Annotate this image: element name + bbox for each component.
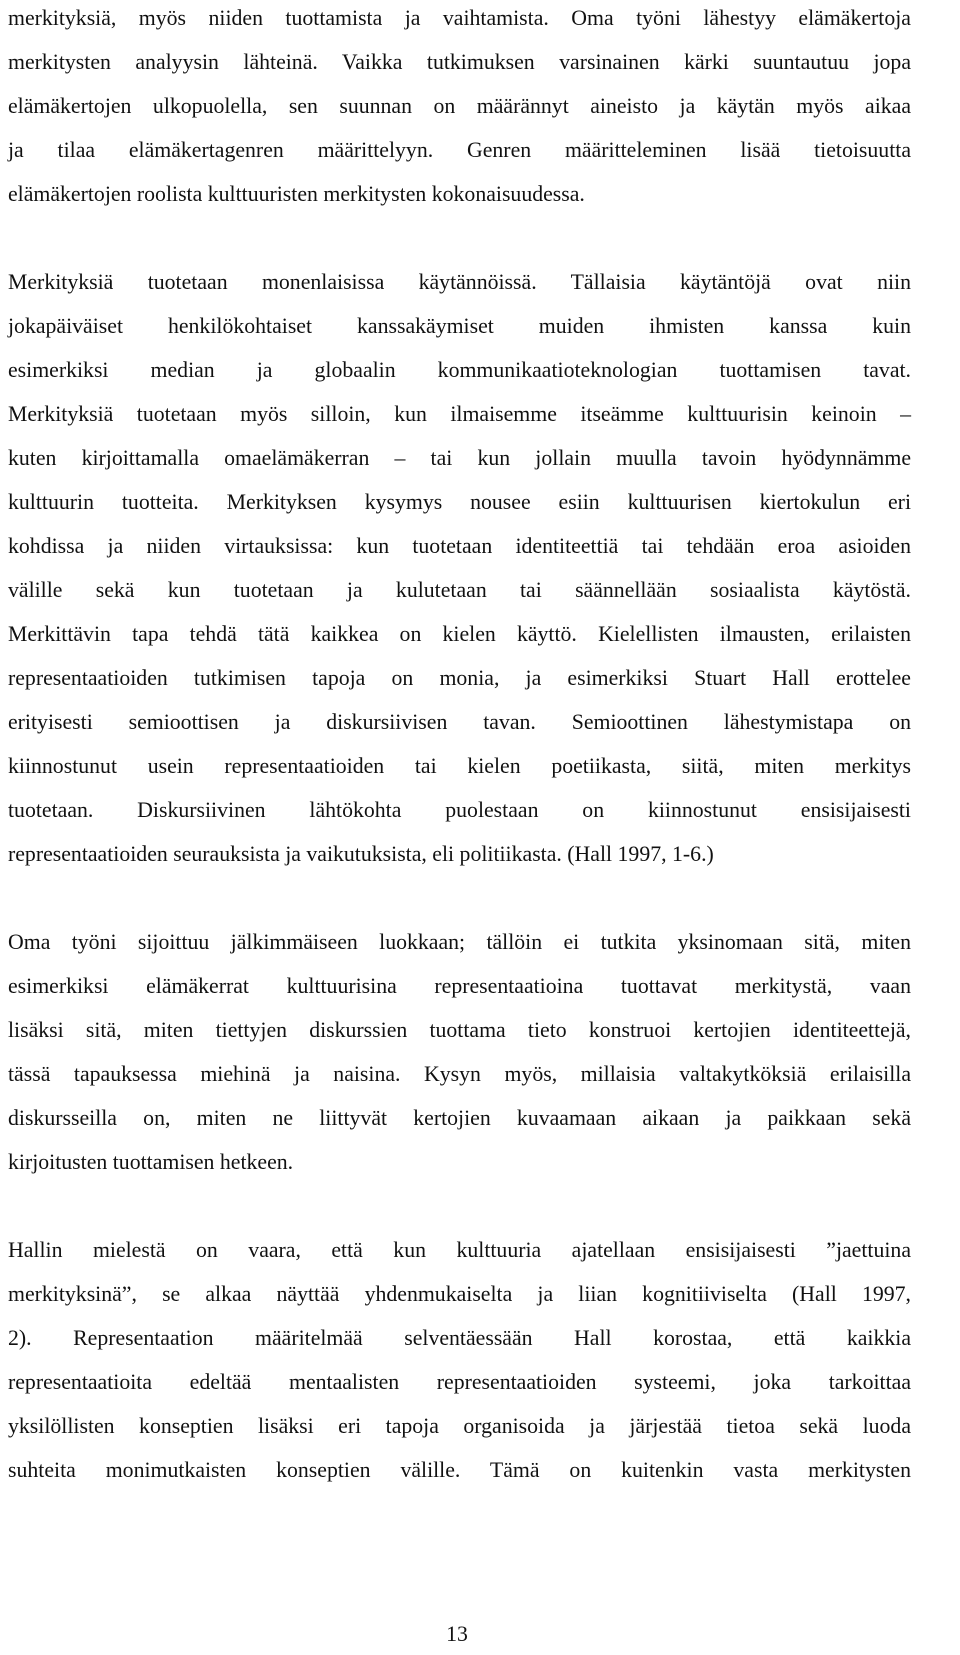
text-line: suhteita monimutkaisten konseptien välille. Tämä on kuitenkin vasta merkitysten (8, 1458, 911, 1482)
text-line: esimerkiksi median ja globaalin kommunikaatioteknologian tuottamisen tavat. (8, 358, 911, 382)
text-line: Merkittävin tapa tehdä tätä kaikkea on kielen käyttö. Kielellisten ilmausten, erilaisten (8, 622, 911, 646)
text-line: elämäkertojen roolista kulttuuristen merkitysten kokonaisuudessa. (8, 182, 585, 206)
text-line: merkityksinä”, se alkaa näyttää yhdenmukaiselta ja liian kognitiiviselta (Hall 1997, (8, 1282, 911, 1306)
text-line: Oma työni sijoittuu jälkimmäiseen luokkaan; tällöin ei tutkita yksinomaan sitä, miten (8, 930, 911, 954)
text-line: Merkityksiä tuotetaan monenlaisissa käytännöissä. Tällaisia käytäntöjä ovat niin (8, 270, 911, 294)
text-line: jokapäiväiset henkilökohtaiset kanssakäymiset muiden ihmisten kanssa kuin (8, 314, 911, 338)
text-line: lisäksi sitä, miten tiettyjen diskurssien tuottama tieto konstruoi kertojien identiteettejä, (8, 1018, 911, 1042)
text-line: kiinnostunut usein representaatioiden tai kielen poetiikasta, siitä, miten merkitys (8, 754, 911, 778)
text-line: kirjoitusten tuottamisen hetkeen. (8, 1150, 294, 1174)
text-line: kulttuurin tuotteita. Merkityksen kysymys nousee esiin kulttuurisen kiertokulun eri (8, 490, 911, 514)
text-line: välille sekä kun tuotetaan ja kulutetaan tai säännellään sosiaalista käytöstä. (8, 578, 911, 602)
text-line: elämäkertojen ulkopuolella, sen suunnan on määrännyt aineisto ja käytän myös aikaa (8, 94, 911, 118)
text-line: tuotetaan. Diskursiivinen lähtökohta puolestaan on kiinnostunut ensisijaisesti (8, 798, 911, 822)
text-line: diskursseilla on, miten ne liittyvät kertojien kuvaamaan aikaan ja paikkaan sekä (8, 1106, 911, 1130)
text-line: esimerkiksi elämäkerrat kulttuurisina representaatioina tuottavat merkitystä, vaan (8, 974, 911, 998)
text-line: ja tilaa elämäkertagenren määrittelyyn. Genren määritteleminen lisää tietoisuutta (8, 138, 911, 162)
text-line: kohdissa ja niiden virtauksissa: kun tuotetaan identiteettiä tai tehdään eroa asioiden (8, 534, 911, 558)
text-line: representaatioita edeltää mentaalisten representaatioiden systeemi, joka tarkoittaa (8, 1370, 911, 1394)
text-line: yksilöllisten konseptien lisäksi eri tapoja organisoida ja järjestää tietoa sekä luoda (8, 1414, 911, 1438)
page-number: 13 (446, 1622, 468, 1646)
text-line: representaatioiden seurauksista ja vaikutuksista, eli politiikasta. (Hall 1997, 1-6.) (8, 842, 714, 866)
text-line: merkitysten analyysin lähteinä. Vaikka tutkimuksen varsinainen kärki suuntautuu jopa (8, 50, 911, 74)
text-line: merkityksiä, myös niiden tuottamista ja vaihtamista. Oma työni lähestyy elämäkertoja (8, 6, 911, 30)
text-line: 2). Representaation määritelmää selventäessään Hall korostaa, että kaikkia (8, 1326, 911, 1350)
text-line: Hallin mielestä on vaara, että kun kulttuuria ajatellaan ensisijaisesti ”jaettuina (8, 1238, 911, 1262)
text-line: erityisesti semioottisen ja diskursiivisen tavan. Semioottinen lähestymistapa on (8, 710, 911, 734)
text-line: kuten kirjoittamalla omaelämäkerran – tai kun jollain muulla tavoin hyödynnämme (8, 446, 911, 470)
text-line: tässä tapauksessa miehinä ja naisina. Kysyn myös, millaisia valtakytköksiä erilaisilla (8, 1062, 911, 1086)
text-line: representaatioiden tutkimisen tapoja on monia, ja esimerkiksi Stuart Hall erottelee (8, 666, 911, 690)
text-line: Merkityksiä tuotetaan myös silloin, kun ilmaisemme itseämme kulttuurisin keinoin – (8, 402, 911, 426)
